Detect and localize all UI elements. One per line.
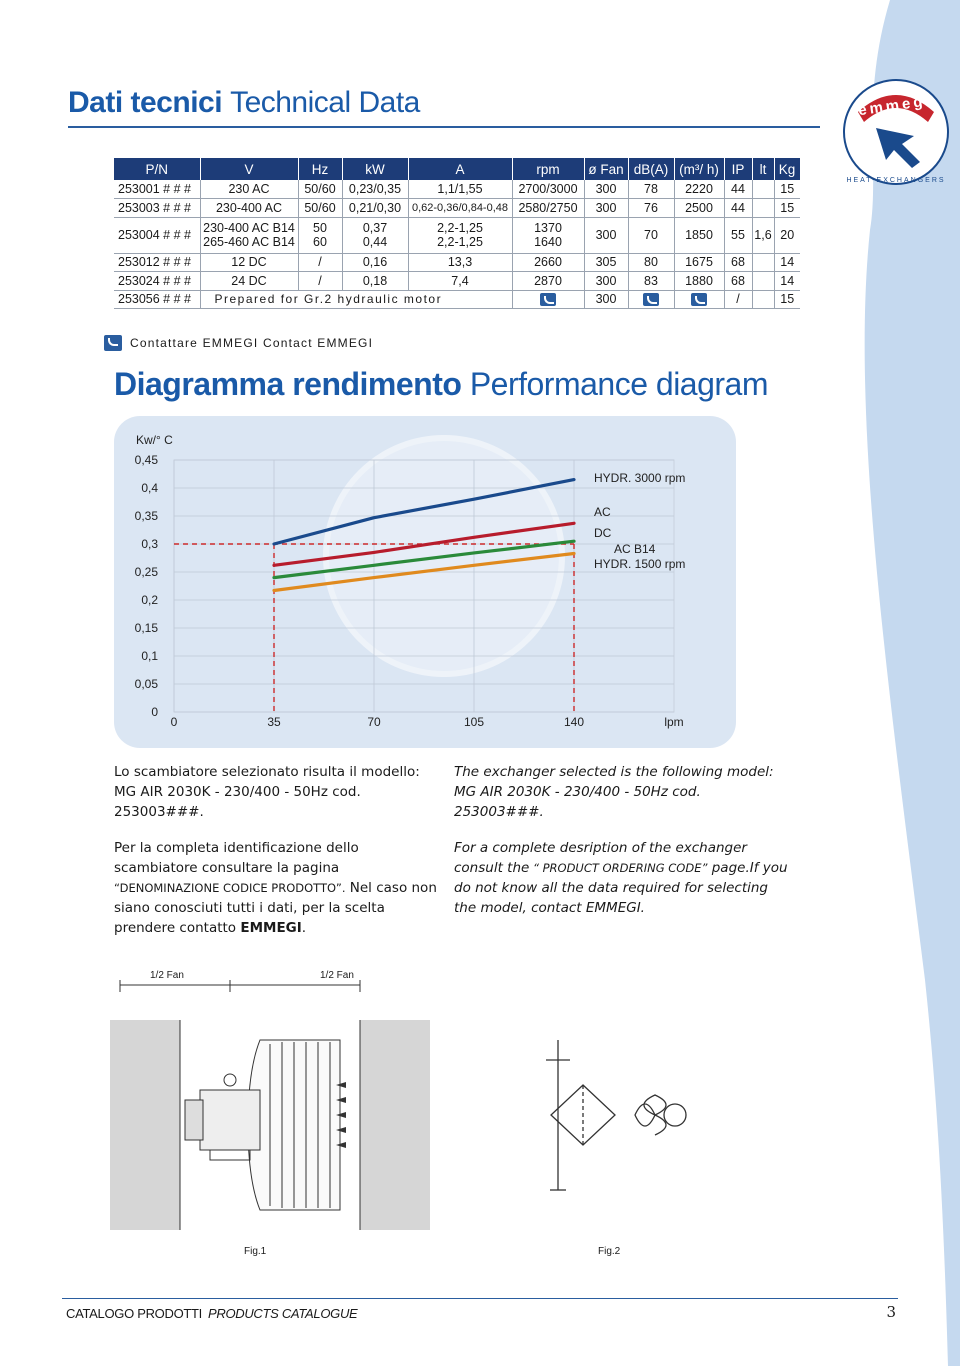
table-row xyxy=(114,290,800,309)
italian-paragraph-2-mid: Nel caso non siano conosciuti tutti i dati, per la scelta prendere contatto xyxy=(114,880,437,936)
cell-m3h: 1850 xyxy=(674,217,724,253)
column-header: dB(A) xyxy=(628,158,674,180)
cell-lt xyxy=(752,253,774,272)
x-tick-label: 35 xyxy=(267,715,281,729)
footer-divider xyxy=(62,1298,898,1299)
table-row xyxy=(114,199,800,218)
cell-db: 76 xyxy=(628,199,674,218)
x-tick-label: 0 xyxy=(170,715,178,729)
x-tick-label: 70 xyxy=(367,715,381,729)
phone-icon xyxy=(104,335,122,351)
cell-fan: 300 xyxy=(584,199,628,218)
cell-m3h: 2500 xyxy=(674,199,724,218)
cell-db: 83 xyxy=(628,272,674,291)
series-legend-label: DC xyxy=(594,526,612,540)
column-header: ø Fan xyxy=(584,158,628,180)
table-row xyxy=(114,253,800,272)
title-divider xyxy=(68,126,820,128)
cell-kw: 0,21/0,30 xyxy=(342,199,408,218)
cell-kg: 15 xyxy=(774,290,800,309)
cell-m3h: 2220 xyxy=(674,180,724,199)
table-row xyxy=(114,272,800,291)
cell-kg: 20 xyxy=(774,217,800,253)
cell-rpm xyxy=(512,290,584,309)
cell-kg: 14 xyxy=(774,272,800,291)
product-ordering-code-ref: “ PRODUCT ORDERING CODE” xyxy=(529,861,708,875)
italian-paragraph-2-start: Per la completa identificazione dello scambiatore consultare la pagina xyxy=(114,840,359,876)
table-header-row xyxy=(114,158,800,180)
technical-data-table xyxy=(114,158,801,309)
series-legend-label: AC xyxy=(594,505,611,519)
page-title-english: Technical Data xyxy=(230,86,420,119)
contact-note-text: Contattare EMMEGI Contact EMMEGI xyxy=(130,336,374,350)
y-tick-label: 0,1 xyxy=(141,649,158,663)
emmegi-logo xyxy=(836,70,956,200)
cell-pn: 253056 # # # xyxy=(114,290,200,309)
cell-lt xyxy=(752,290,774,309)
column-header: V xyxy=(200,158,298,180)
series-legend-label: HYDR. 3000 rpm xyxy=(594,471,686,485)
cell-rpm: 2660 xyxy=(512,253,584,272)
section-title-italian: Diagramma rendimento xyxy=(114,366,462,402)
cell-pn: 253003 # # # xyxy=(114,199,200,218)
cell-a-line: 2,2-1,25 xyxy=(437,235,483,249)
fan-label-left: 1/2 Fan xyxy=(150,970,184,981)
cell-a: 7,4 xyxy=(408,272,512,291)
cell-a: 13,3 xyxy=(408,253,512,272)
cell-hz xyxy=(298,217,342,253)
cell-rpm xyxy=(512,217,584,253)
series-legend-label: AC B14 xyxy=(614,542,656,556)
cell-rpm-line: 1370 xyxy=(534,221,562,235)
cell-fan: 300 xyxy=(584,217,628,253)
svg-text:HEAT-EXCHANGERS: HEAT-EXCHANGERS xyxy=(846,177,946,184)
column-header: kW xyxy=(342,158,408,180)
series-legend-label: HYDR. 1500 rpm xyxy=(594,557,686,571)
cell-m3h xyxy=(674,290,724,309)
column-header: Kg xyxy=(774,158,800,180)
column-header: lt xyxy=(752,158,774,180)
fan-label-right: 1/2 Fan xyxy=(320,970,354,981)
cell-kw xyxy=(342,217,408,253)
fig1-exchanger-drawing xyxy=(110,980,500,1250)
cell-ip: 55 xyxy=(724,217,752,253)
cell-rpm-line: 1640 xyxy=(534,235,562,249)
cell-kw: 0,23/0,35 xyxy=(342,180,408,199)
cell-ip: 68 xyxy=(724,253,752,272)
y-tick-label: 0,45 xyxy=(134,453,158,467)
fig1-caption: Fig.1 xyxy=(244,1246,267,1257)
cell-fan: 300 xyxy=(584,290,628,309)
cell-kg: 15 xyxy=(774,180,800,199)
y-tick-label: 0,4 xyxy=(141,481,158,495)
cell-v: 12 DC xyxy=(200,253,298,272)
cell-fan: 305 xyxy=(584,253,628,272)
cell-v-line: 265-460 AC B14 xyxy=(203,235,295,249)
phone-icon xyxy=(643,293,659,306)
cell-rpm: 2580/2750 xyxy=(512,199,584,218)
cell-rpm: 2700/3000 xyxy=(512,180,584,199)
cell-a: 0,62-0,36/0,84-0,48 xyxy=(408,199,512,218)
cell-db xyxy=(628,290,674,309)
cell-fan: 300 xyxy=(584,272,628,291)
performance-chart-panel xyxy=(114,416,736,748)
section-title xyxy=(114,366,768,403)
italian-description xyxy=(114,762,444,954)
table-row xyxy=(114,180,800,199)
cell-v-line: 230-400 AC B14 xyxy=(203,221,295,235)
cell-db: 80 xyxy=(628,253,674,272)
cell-fan: 300 xyxy=(584,180,628,199)
cell-a-line: 2,2-1,25 xyxy=(437,221,483,235)
column-header: (m³/ h) xyxy=(674,158,724,180)
column-header: Hz xyxy=(298,158,342,180)
english-paragraph-2 xyxy=(454,838,794,918)
cell-v: 230 AC xyxy=(200,180,298,199)
table-row xyxy=(114,217,800,253)
y-tick-label: 0,05 xyxy=(134,677,158,691)
cell-v: 230-400 AC xyxy=(200,199,298,218)
column-header: IP xyxy=(724,158,752,180)
section-title-english: Performance diagram xyxy=(469,366,768,402)
emmegi-bold: EMMEGI xyxy=(240,920,302,936)
y-tick-label: 0,15 xyxy=(134,621,158,635)
cell-hz-line: 60 xyxy=(313,235,327,249)
footer-catalogue-english: PRODUCTS CATALOGUE xyxy=(207,1306,358,1321)
cell-kw-line: 0,37 xyxy=(362,221,388,235)
fig2-hydraulic-symbol xyxy=(540,1040,700,1210)
cell-hz: 50/60 xyxy=(298,199,342,218)
page-number: 3 xyxy=(886,1303,896,1321)
cell-pn: 253001 # # # xyxy=(114,180,200,199)
cell-lt xyxy=(752,180,774,199)
cell-prepared-note: Prepared for Gr.2 hydraulic motor xyxy=(200,290,512,309)
cell-m3h: 1675 xyxy=(674,253,724,272)
cell-hz: / xyxy=(298,272,342,291)
cell-lt: 1,6 xyxy=(752,217,774,253)
cell-kw: 0,18 xyxy=(342,272,408,291)
figures-area xyxy=(0,950,960,1270)
cell-db: 78 xyxy=(628,180,674,199)
cell-ip: / xyxy=(724,290,752,309)
cell-lt xyxy=(752,199,774,218)
cell-kw: 0,16 xyxy=(342,253,408,272)
cell-pn: 253024 # # # xyxy=(114,272,200,291)
footer-catalogue-italian: CATALOGO PRODOTTI xyxy=(66,1306,202,1321)
cell-hz-line: 50 xyxy=(313,221,327,235)
y-tick-label: 0,35 xyxy=(134,509,158,523)
cell-v xyxy=(200,217,298,253)
cell-lt xyxy=(752,272,774,291)
column-header: A xyxy=(408,158,512,180)
cell-m3h: 1880 xyxy=(674,272,724,291)
column-header: rpm xyxy=(512,158,584,180)
x-tick-label: 105 xyxy=(463,715,485,729)
cell-a: 1,1/1,55 xyxy=(408,180,512,199)
page-title-italian: Dati tecnici xyxy=(68,86,223,119)
y-tick-label: 0,3 xyxy=(141,537,158,551)
cell-ip: 44 xyxy=(724,180,752,199)
cell-ip: 68 xyxy=(724,272,752,291)
footer xyxy=(66,1306,357,1321)
page-title xyxy=(68,86,420,120)
y-tick-label: 0,2 xyxy=(141,593,158,607)
italian-paragraph-2-end: . xyxy=(301,920,307,936)
cell-rpm: 2870 xyxy=(512,272,584,291)
performance-chart xyxy=(114,416,736,748)
cell-hz: 50/60 xyxy=(298,180,342,199)
cell-kg: 14 xyxy=(774,253,800,272)
cell-hz: / xyxy=(298,253,342,272)
english-description xyxy=(454,762,794,934)
y-tick-label: 0,25 xyxy=(134,565,158,579)
y-tick-label: 0 xyxy=(151,705,158,719)
cell-pn: 253004 # # # xyxy=(114,217,200,253)
english-paragraph-2-end: page.If you do not know all the data required for selecting the model, contact EMMEGI. xyxy=(454,860,788,916)
cell-db: 70 xyxy=(628,217,674,253)
phone-icon xyxy=(540,293,556,306)
column-header: P/N xyxy=(114,158,200,180)
cell-v: 24 DC xyxy=(200,272,298,291)
cell-a xyxy=(408,217,512,253)
phone-icon xyxy=(691,293,707,306)
y-axis-label: Kw/° C xyxy=(136,433,173,447)
english-paragraph-2-start: For a complete desription of the exchanger consult the xyxy=(454,840,747,876)
cell-kw-line: 0,44 xyxy=(362,235,388,249)
svg-text:emmegi: emmegi xyxy=(857,91,934,120)
fig2-caption: Fig.2 xyxy=(598,1246,621,1257)
contact-note xyxy=(104,335,373,351)
italian-paragraph-2 xyxy=(114,838,444,938)
italian-paragraph-1: Lo scambiatore selezionato risulta il modello: MG AIR 2030K - 230/400 - 50Hz cod. 253003###. xyxy=(114,764,420,820)
x-tick-label: 140 xyxy=(563,715,585,729)
english-paragraph-1: The exchanger selected is the following model: MG AIR 2030K - 230/400 - 50Hz cod. 253003###. xyxy=(454,764,774,820)
cell-kg: 15 xyxy=(774,199,800,218)
product-code-page-ref: “DENOMINAZIONE CODICE PRODOTTO”. xyxy=(114,881,346,895)
cell-pn: 253012 # # # xyxy=(114,253,200,272)
x-axis-label: lpm xyxy=(664,715,684,729)
cell-ip: 44 xyxy=(724,199,752,218)
